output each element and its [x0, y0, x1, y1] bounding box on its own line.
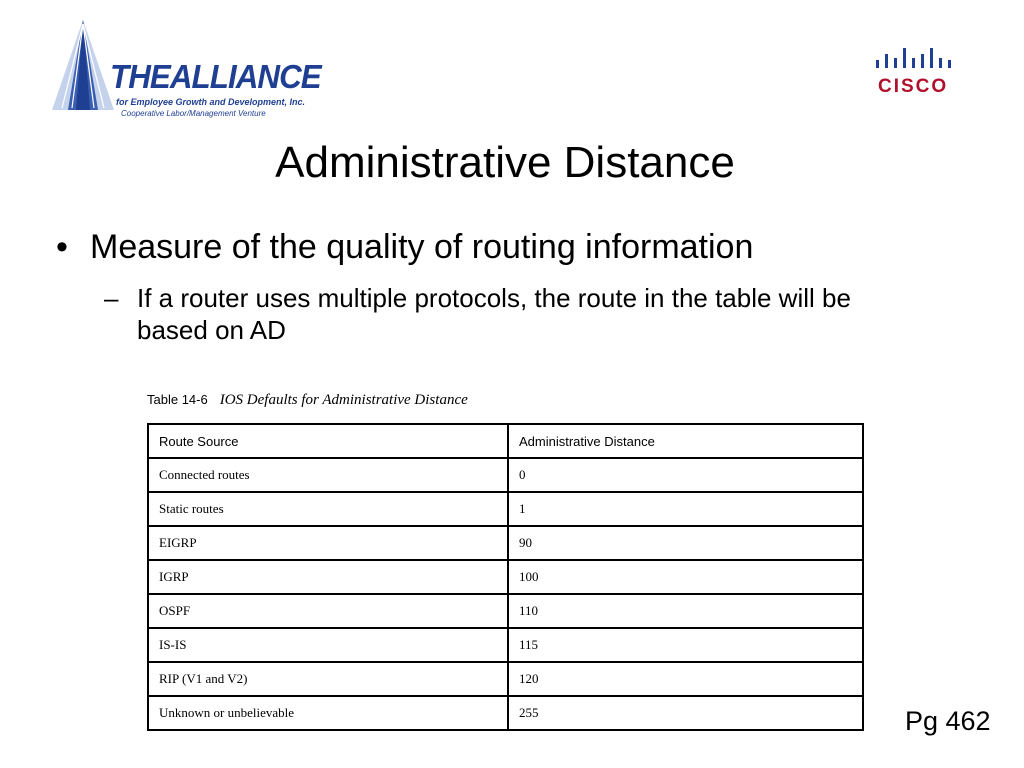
- header-route-source: Route Source: [148, 424, 508, 458]
- distance-cell: 90: [508, 526, 863, 560]
- page-reference: Pg 462: [905, 706, 991, 736]
- alliance-tagline: Cooperative Labor/Management Venture: [121, 109, 266, 118]
- table-header-row: [148, 424, 863, 458]
- table-row: [148, 560, 863, 594]
- bullet-marker: •: [56, 228, 68, 266]
- table-row: [148, 628, 863, 662]
- route-source-cell: IGRP: [148, 560, 508, 594]
- table-caption-text: IOS Defaults for Administrative Distance: [219, 392, 468, 408]
- table-row: [148, 526, 863, 560]
- route-source-cell: IS-IS: [148, 628, 508, 662]
- route-source-cell: Static routes: [148, 492, 508, 526]
- table-number: Table 14-6: [147, 392, 208, 407]
- table-row: [148, 458, 863, 492]
- cisco-bars-icon: [872, 46, 962, 76]
- cisco-wordmark: CISCO: [878, 76, 949, 97]
- table-row: [148, 594, 863, 628]
- distance-cell: 100: [508, 560, 863, 594]
- slide-title: Administrative Distance: [275, 138, 735, 187]
- bullet-main: [56, 228, 753, 267]
- alliance-subtitle: for Employee Growth and Development, Inc.: [116, 97, 306, 107]
- table-row: [148, 492, 863, 526]
- header-admin-distance: Administrative Distance: [508, 424, 863, 458]
- admin-distance-table: [147, 423, 864, 731]
- distance-cell: 120: [508, 662, 863, 696]
- alliance-logo: [48, 18, 321, 128]
- bullet-sub-text: If a router uses multiple protocols, the route in the table will be based on AD: [137, 283, 851, 345]
- route-source-cell: OSPF: [148, 594, 508, 628]
- bullet-main-text: Measure of the quality of routing information: [90, 228, 754, 266]
- distance-cell: 115: [508, 628, 863, 662]
- table-row: [148, 696, 863, 730]
- route-source-cell: Unknown or unbelievable: [148, 696, 508, 730]
- table-row: [148, 662, 863, 696]
- route-source-cell: RIP (V1 and V2): [148, 662, 508, 696]
- alliance-brand: THEALLIANCE: [110, 58, 321, 95]
- route-source-cell: EIGRP: [148, 526, 508, 560]
- sub-bullet-marker: –: [104, 283, 119, 313]
- distance-cell: 0: [508, 458, 863, 492]
- distance-cell: 1: [508, 492, 863, 526]
- table-caption: [147, 392, 468, 409]
- route-source-cell: Connected routes: [148, 458, 508, 492]
- distance-cell: 255: [508, 696, 863, 730]
- cisco-logo: [872, 46, 962, 100]
- pyramid-icon: [48, 18, 118, 128]
- distance-cell: 110: [508, 594, 863, 628]
